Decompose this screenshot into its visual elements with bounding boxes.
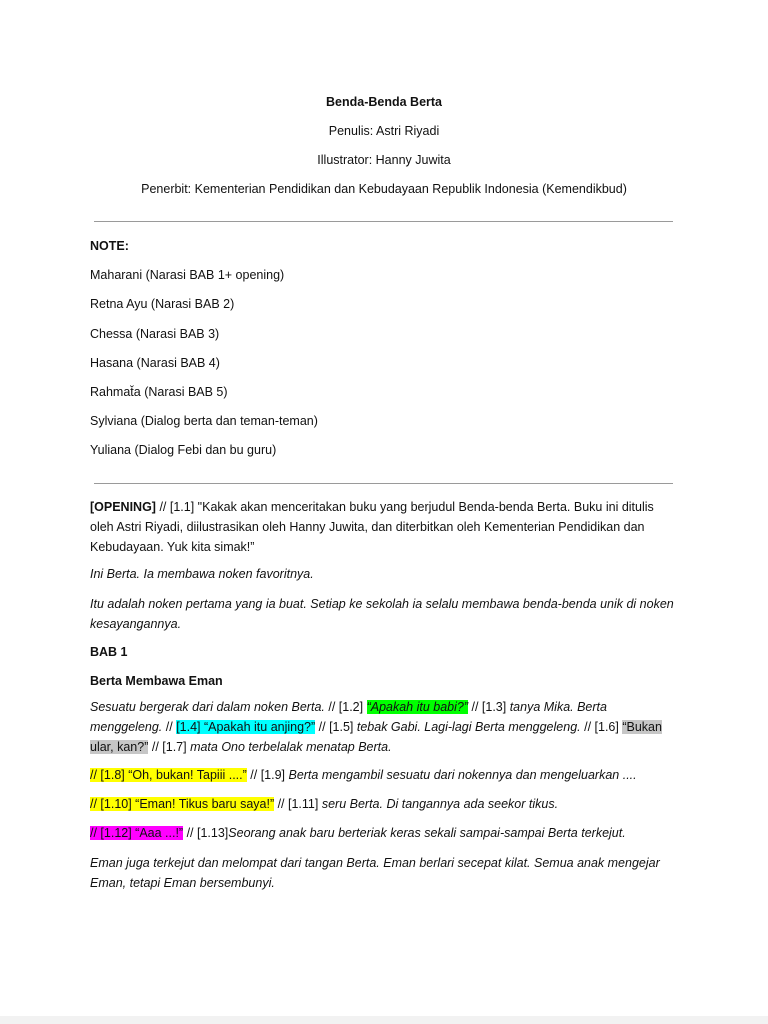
publisher-line: Penerbit: Kementerian Pendidikan dan Kebudayaan Republik Indonesia (Kemendikbud) xyxy=(141,182,627,196)
script-marker: // [1.6] xyxy=(580,720,623,734)
narration-text: Berta mengambil sesuatu dari nokennya dan mengeluarkan .... xyxy=(288,768,637,782)
narration-text: tebak Gabi. Lagi-lagi Berta menggeleng. xyxy=(356,720,581,734)
narration-text: tanya Mika. Berta menggeleng. xyxy=(90,700,607,734)
story-paragraph-2 xyxy=(90,769,680,782)
dialog-highlight-yellow: // [1.10] “Eman! Tikus baru saya!” xyxy=(90,797,275,811)
script-marker: // [1.5] xyxy=(315,720,357,734)
divider-top xyxy=(94,221,673,222)
chapter-label: BAB 1 xyxy=(90,645,128,659)
note-item: Sylviana (Dialog berta dan teman-teman) xyxy=(90,414,318,428)
script-marker: // xyxy=(162,720,177,734)
note-item: Rahmat̆a (Narasi BAB 5) xyxy=(90,385,228,399)
script-marker: // [1.2] xyxy=(324,700,367,714)
story-paragraph-3 xyxy=(90,798,680,811)
illustrator-line: Illustrator: Hanny Juwita xyxy=(317,153,451,167)
note-item: Maharani (Narasi BAB 1+ opening) xyxy=(90,268,285,282)
document-title: Benda-Benda Berta xyxy=(326,95,442,109)
intro-paragraph-2: Itu adalah noken pertama yang ia buat. Setiap ke sekolah ia selalu membawa benda-benda unik di noken kesayangannya. xyxy=(90,597,674,631)
note-item: Yuliana (Dialog Febi dan bu guru) xyxy=(90,443,277,457)
note-item: Retna Ayu (Narasi BAB 2) xyxy=(90,297,235,311)
dialog-highlight-yellow: // [1.8] “Oh, bukan! Tapiii ....” xyxy=(90,768,247,782)
page-bottom-strip xyxy=(0,1016,768,1024)
intro-paragraph-1: Ini Berta. Ia membawa noken favoritnya. xyxy=(90,567,314,581)
opening-marker: // [1.1] xyxy=(155,500,198,514)
script-marker: // [1.13] xyxy=(183,826,229,840)
story-paragraph-4 xyxy=(90,827,680,840)
divider-middle xyxy=(94,483,673,484)
dialog-highlight-cyan: [1.4] “Apakah itu anjing?” xyxy=(176,720,316,734)
story-paragraph-5: Eman juga terkejut dan melompat dari tangan Berta. Eman berlari secepat kilat. Semua anak mengejar Eman, tetapi Eman bersembunyi. xyxy=(90,856,660,890)
opening-paragraph xyxy=(90,497,680,557)
script-marker: // [1.3] xyxy=(468,700,510,714)
note-item: Hasana (Narasi BAB 4) xyxy=(90,356,220,370)
story-paragraph-1 xyxy=(90,697,680,757)
script-marker: // [1.11] xyxy=(274,797,322,811)
narration-text: seru Berta. Di tangannya ada seekor tikus. xyxy=(321,797,559,811)
narration-text: Seorang anak baru berteriak keras sekali sampai-sampai Berta terkejut. xyxy=(228,826,626,840)
dialog-highlight-magenta: // [1.12] “Aaa ...!” xyxy=(90,826,184,840)
script-marker: // [1.7] xyxy=(148,740,191,754)
dialog-highlight-gray: “Bukan ular, kan?” xyxy=(90,720,662,754)
author-line: Penulis: Astri Riyadi xyxy=(328,124,440,138)
narration-text: mata Ono terbelalak menatap Berta. xyxy=(190,740,392,754)
script-marker: // [1.9] xyxy=(246,768,289,782)
narration-text: Sesuatu bergerak dari dalam noken Berta. xyxy=(90,700,325,714)
opening-text: "Kakak akan menceritakan buku yang berjudul Benda-benda Berta. Buku ini ditulis oleh Astri Riyadi, diilustrasikan oleh Hanny Juwita, dan diterbitkan oleh Kementerian Pendidikan dan Kebudayaan. Yuk kita simak!” xyxy=(90,500,654,554)
dialog-highlight-green: “Apakah itu babi?” xyxy=(366,700,469,714)
chapter-title: Berta Membawa Eman xyxy=(90,674,223,688)
note-item: Chessa (Narasi BAB 3) xyxy=(90,327,220,341)
note-label: NOTE: xyxy=(90,239,129,253)
opening-tag: [OPENING] xyxy=(90,500,156,514)
